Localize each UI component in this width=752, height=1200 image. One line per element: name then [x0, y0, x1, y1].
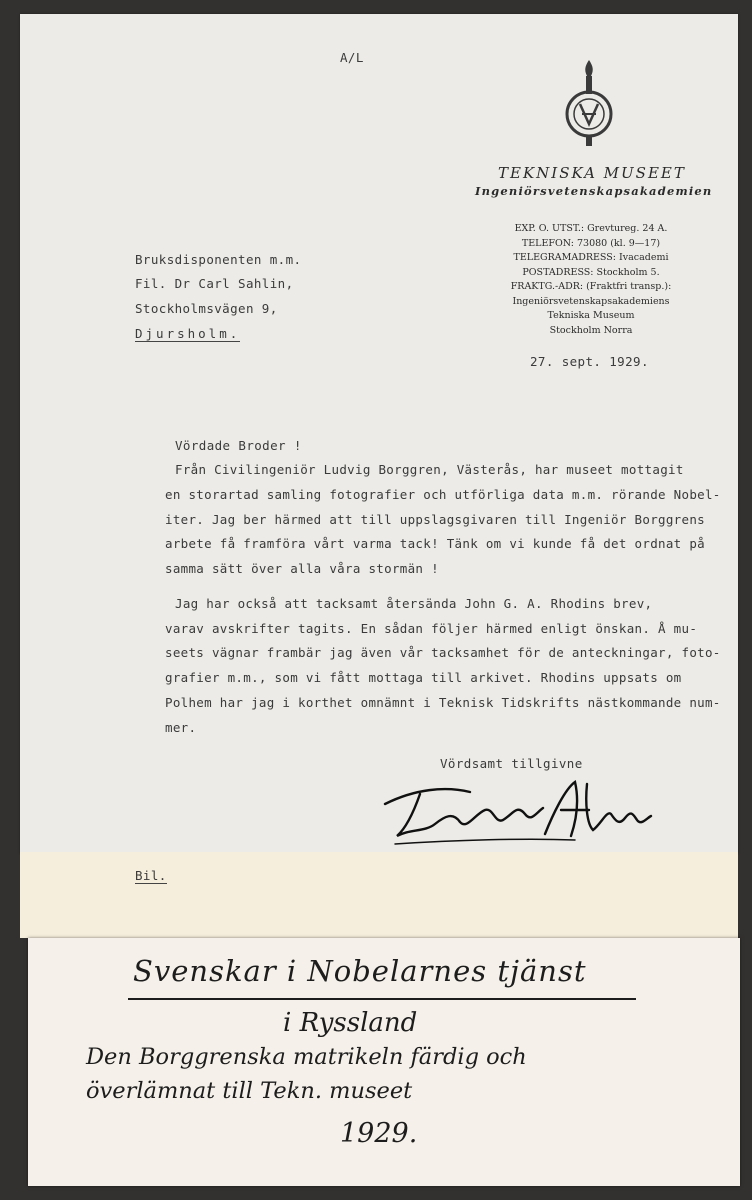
museum-emblem: [558, 58, 620, 148]
recipient-line: Fil. Dr Carl Sahlin,: [135, 276, 294, 291]
reference-mark: A/L: [340, 50, 364, 65]
contact-line: TELEGRAMADRESS: Ivacademi: [513, 252, 669, 263]
letter-sheet: [20, 14, 738, 854]
paragraph-2-line: varav avskrifter tagits. En sådan följer härmed enligt önskan. Å mu-: [165, 621, 698, 636]
recipient-city: Djursholm.: [135, 326, 241, 341]
card-title: Svenskar i Nobelarnes tjänst: [133, 954, 587, 988]
card-line-2: överlämnat till Tekn. museet: [86, 1078, 413, 1104]
paragraph-1-line: Från Civilingeniör Ludvig Borggren, Västerås, har museet mottagit: [175, 462, 684, 477]
contact-line: EXP. O. UTST.: Grevtureg. 24 A.: [514, 223, 668, 234]
signature: [375, 774, 665, 854]
paragraph-1-line: samma sätt över alla våra stormän !: [165, 561, 439, 576]
salutation: Vördade Broder !: [175, 438, 302, 453]
contact-line: FRAKTG.-ADR: (Fraktfri transp.):: [510, 281, 672, 292]
enclosure-strip: [20, 852, 738, 938]
recipient-line: Stockholmsvägen 9,: [135, 301, 278, 316]
handwritten-card: [28, 938, 740, 1186]
contact-block: [496, 222, 686, 338]
paragraph-2-line: grafier m.m., som vi fått mottaga till arkivet. Rhodins uppsats om: [165, 670, 682, 685]
paragraph-2-line: Polhem har jag i korthet omnämnt i Teknisk Tidskrifts nästkommande num-: [165, 695, 721, 710]
letter-date: 27. sept. 1929.: [530, 354, 649, 369]
contact-line: Tekniska Museum: [547, 310, 635, 321]
card-title-underline: [128, 998, 636, 1000]
paragraph-2-line: seets vägnar frambär jag även vår tacksamhet för de anteckningar, foto-: [165, 645, 721, 660]
museum-subtitle: Ingeniörsvetenskapsakademien: [475, 184, 713, 198]
contact-line: Stockholm Norra: [549, 324, 633, 336]
paragraph-2-line: Jag har också att tacksamt återsända John G. A. Rhodins brev,: [175, 596, 653, 611]
card-subtitle: i Ryssland: [283, 1008, 418, 1038]
card-line-1: Den Borggrenska matrikeln färdig och: [86, 1044, 527, 1070]
paragraph-2-line: mer.: [165, 720, 197, 735]
contact-line: POSTADRESS: Stockholm 5.: [522, 266, 660, 278]
contact-line: TELEFON: 73080 (kl. 9—17): [521, 237, 661, 249]
enclosure-label: Bil.: [135, 868, 167, 883]
card-year: 1929.: [340, 1118, 418, 1149]
museum-name: TEKNISKA MUSEET: [498, 164, 686, 182]
recipient-line: Bruksdisponenten m.m.: [135, 252, 302, 267]
paragraph-1-line: arbete få framföra vårt varma tack! Tänk om vi kunde få det ordnat på: [165, 536, 705, 551]
closing: Vördsamt tillgivne: [440, 756, 583, 771]
contact-line: Ingeniörsvetenskapsakademiens: [512, 295, 670, 307]
paragraph-1-line: iter. Jag ber härmed att till uppslagsgivaren till Ingeniör Borggrens: [165, 512, 705, 527]
paragraph-1-line: en storartad samling fotografier och utförliga data m.m. rörande Nobel-: [165, 487, 721, 502]
